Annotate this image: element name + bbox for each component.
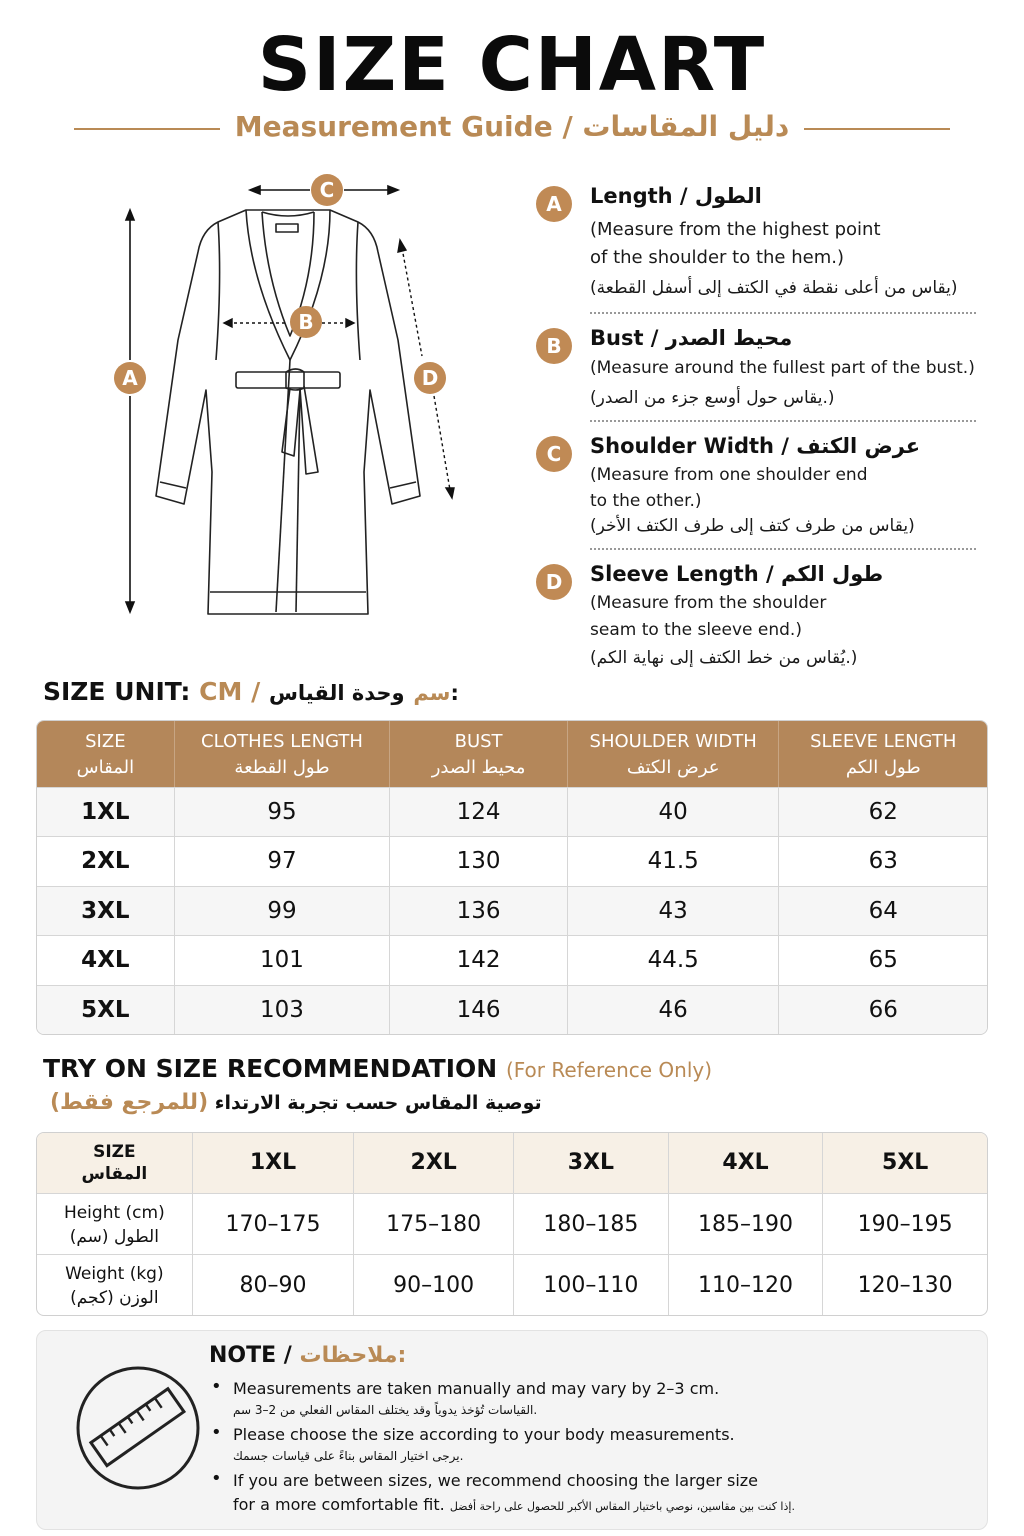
guide-arabic: (يقاس من طرف كتف إلى طرف الكتف الأخر)	[590, 516, 915, 536]
table-row	[37, 836, 987, 885]
cell-length: 99	[175, 887, 391, 935]
cell-shoulder: 41.5	[568, 837, 780, 885]
header-4xl: 4XL	[669, 1133, 824, 1193]
header-bust: BUST محيط الصدر	[390, 721, 568, 787]
cell-shoulder: 46	[568, 986, 780, 1034]
cell-bust: 130	[390, 837, 568, 885]
ruler-icon	[73, 1363, 203, 1493]
list-item	[209, 1423, 969, 1465]
subtitle: Measurement Guide / دليل المقاسات	[234, 110, 790, 143]
table-row-weight	[37, 1254, 987, 1315]
table-row	[37, 886, 987, 935]
subtitle-divider-right	[804, 128, 950, 130]
header-shoulder-width: SHOULDER WIDTH عرض الكتف	[568, 721, 780, 787]
cell-sleeve: 66	[868, 996, 898, 1023]
list-item	[209, 1377, 969, 1419]
note-list	[209, 1377, 969, 1519]
note-text: • Measurements are taken manually and may vary by 2–3 cm.	[233, 1379, 720, 1398]
size-table-header	[37, 721, 987, 787]
svg-text:C: C	[319, 178, 335, 202]
cell-length: 97	[175, 837, 391, 885]
header-sleeve-length: SLEEVE LENGTH طول الكم	[810, 731, 957, 778]
cell-sleeve: 63	[868, 848, 898, 875]
guide-item-length	[536, 184, 976, 314]
header-2xl: 2XL	[354, 1133, 514, 1193]
badge-c: C	[536, 436, 572, 472]
cell-length: 103	[175, 986, 391, 1034]
cell-bust: 146	[390, 986, 568, 1034]
diagram-badge-c	[311, 174, 343, 206]
size-unit	[43, 677, 459, 706]
table-row	[37, 935, 987, 984]
recommendation-arabic-title	[50, 1090, 542, 1115]
diagram-badge-d	[414, 362, 446, 394]
cell-weight: 120–130	[857, 1273, 953, 1298]
divider	[590, 548, 976, 550]
table-row-height	[37, 1193, 987, 1254]
header-5xl: 5XL	[882, 1150, 929, 1175]
note-title-ar: ملاحظات:	[299, 1343, 407, 1368]
cell-height: 175–180	[354, 1194, 514, 1254]
cell-weight: 110–120	[669, 1255, 824, 1315]
divider	[590, 312, 976, 314]
size-table-body	[37, 787, 987, 1034]
note-title-en: NOTE /	[209, 1343, 292, 1368]
header-clothes-length: CLOTHES LENGTH طول القطعة	[175, 721, 391, 787]
note-arabic: إذا كنت بين مقاسين، نوصي باختيار المقاس الأكبر للحصول على راحة أفضل.	[449, 1500, 795, 1513]
robe-diagram	[100, 160, 480, 630]
size-unit-arabic-label: وحدة القياس:	[268, 681, 459, 705]
recommendation-title	[43, 1054, 712, 1083]
note-arabic: القياسات تُؤخذ يدوياً وقد يختلف المقاس الفعلي من 2–3 سم.	[233, 1403, 538, 1417]
guide-desc: (Measure around the fullest part of the bust.)	[590, 358, 975, 378]
cell-bust: 124	[390, 788, 568, 836]
recommendation-header	[37, 1133, 987, 1193]
cell-size: 3XL	[37, 887, 175, 935]
svg-text:A: A	[122, 366, 138, 390]
cell-bust: 142	[390, 936, 568, 984]
cell-size: 1XL	[37, 788, 175, 836]
badge-a: A	[536, 186, 572, 222]
guide-desc: (Measure from the shoulder seam to the sleeve end.)	[590, 593, 827, 640]
cell-height: 185–190	[669, 1194, 824, 1254]
cell-shoulder: 44.5	[568, 936, 780, 984]
subtitle-row	[0, 108, 1024, 148]
svg-text:D: D	[421, 366, 439, 390]
note-arabic: يرجى اختيار المقاس بناءً على قياسات جسمك.	[233, 1449, 464, 1463]
cell-sleeve: 62	[868, 799, 898, 825]
cell-height: 170–175	[193, 1194, 355, 1254]
guide-item-shoulder	[536, 434, 976, 554]
divider	[590, 420, 976, 422]
guide-arabic: (يقاس حول أوسع جزء من الصدر.)	[590, 388, 835, 408]
table-row	[37, 787, 987, 836]
cell-shoulder: 43	[568, 887, 780, 935]
cell-weight: 100–110	[514, 1255, 669, 1315]
cell-sleeve: 64	[868, 897, 898, 924]
recommendation-title-text: TRY ON SIZE RECOMMENDATION	[43, 1054, 498, 1083]
guide-title: Bust / محيط الصدر	[590, 326, 793, 350]
note-text-cont: for a more comfortable fit. إذا كنت بين مقاسين، نوصي باختيار المقاس الأكبر للحصول على راحة أفضل.	[233, 1495, 795, 1514]
badge-b: B	[536, 328, 572, 364]
page-title: SIZE CHART	[257, 22, 767, 108]
guide-title: Length / الطول	[590, 184, 762, 208]
recommendation-arabic-text: توصية المقاس حسب تجربة الارتداء	[214, 1092, 542, 1114]
cell-bust: 136	[390, 887, 568, 935]
recommendation-ref: (For Reference Only)	[505, 1058, 713, 1082]
size-unit-value: CM /	[199, 677, 261, 706]
header-size: SIZE المقاس	[37, 1133, 193, 1193]
guide-desc: (Measure from one shoulder end to the other.)	[590, 465, 868, 511]
header-1xl: 1XL	[193, 1133, 355, 1193]
cell-shoulder: 40	[568, 788, 780, 836]
guide-title: Shoulder Width / عرض الكتف	[590, 434, 921, 458]
cell-height: 190–195	[857, 1212, 953, 1237]
recommendation-arabic-ref: (للمرجع فقط)	[50, 1090, 209, 1115]
recommendation-table	[36, 1132, 988, 1316]
table-row	[37, 985, 987, 1034]
header-size: SIZE المقاس	[37, 721, 175, 787]
cell-size: 4XL	[37, 936, 175, 984]
note-title	[209, 1343, 406, 1368]
cell-length: 95	[175, 788, 391, 836]
badge-d: D	[536, 564, 572, 600]
svg-text:B: B	[298, 310, 314, 334]
list-item	[209, 1469, 969, 1519]
note-box	[36, 1330, 988, 1530]
size-unit-arabic-value: سم	[413, 681, 451, 705]
size-unit-label: SIZE UNIT:	[43, 677, 191, 706]
guide-arabic: (يُقاس من خط الكتف إلى نهاية الكم.)	[590, 648, 858, 668]
cell-size: 2XL	[37, 837, 175, 885]
cell-size: 5XL	[37, 986, 175, 1034]
guide-desc: (Measure from the highest point of the shoulder to the hem.)	[590, 219, 881, 268]
diagram-badge-a	[114, 362, 146, 394]
cell-height: 180–185	[514, 1194, 669, 1254]
cell-sleeve: 65	[868, 947, 898, 974]
header-3xl: 3XL	[514, 1133, 669, 1193]
guide-item-bust	[536, 326, 976, 426]
note-text: • If you are between sizes, we recommend choosing the larger size	[233, 1471, 759, 1490]
diagram-badge-b	[290, 306, 322, 338]
row-label: Height (cm) الطول (سم)	[37, 1194, 193, 1254]
size-table	[36, 720, 988, 1035]
cell-weight: 90–100	[354, 1255, 514, 1315]
guide-title: Sleeve Length / طول الكم	[590, 562, 884, 586]
cell-weight: 80–90	[193, 1255, 355, 1315]
note-text: • Please choose the size according to your body measurements.	[233, 1425, 735, 1444]
guide-arabic: (يقاس من أعلى نقطة في الكتف إلى أسفل القطعة)	[590, 278, 958, 298]
row-label: Weight (kg) الوزن (كجم)	[37, 1255, 193, 1315]
guide-item-sleeve	[536, 562, 976, 672]
cell-length: 101	[175, 936, 391, 984]
